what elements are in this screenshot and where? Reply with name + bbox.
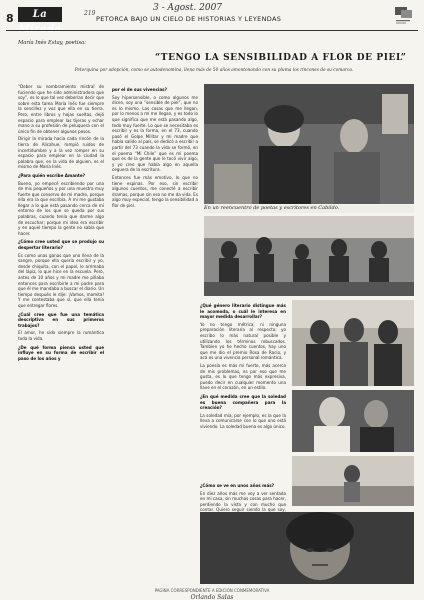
photo-child-outdoor [292, 456, 414, 506]
byline: María Inés Estay, poetisa: [18, 40, 86, 46]
text-column-2 [112, 84, 198, 210]
photo-author-closeup [200, 512, 414, 584]
paragraph: “Deber su nombramiento mistral de fuciendo que he sido administradora que soy”, es lo que tal vez deberían decir que sobre esta tarea María Inés fue siempre la sencillez y voz que ella en su tierra. Pero, entre libros y hojas sueltas, dejó espacio para emplear las tijeras y echar mano a su profesión de peluquera con el único fin de obtener algunos pesos. [18, 84, 104, 134]
interview-question: ¿Para quién escribe Amante? [18, 172, 86, 178]
article-title: “TENGO LA SENSIBILIDAD A FLOR DE PIEL” [155, 53, 407, 63]
paragraph: Es como unas ganas que uno lleva de la sangre, porque ella quería escribir y yo, desde chiquita, con el papel, le arrimaba del lápiz, lo que hice en la escuela. Pero, antes de 10 años y mi madre me pillaba entonces para escribirle a mi padre para que él me mandaba a buscar el diario. Un tiempo después le dije: ¡Vamos, mamita! Y me contestaba que sí, que ella tenía que entregar flores. [18, 252, 104, 308]
interview-question: ¿Qué género literario distingue más le acomoda, o cuál le interesa en mayor medida desarrollar? [200, 303, 286, 320]
handwritten-date: 3 - Agost. 2007 [153, 3, 223, 13]
paragraph: Bueno, yo empecé escribiendo por una de mis pequeños y por una muestra muy fuerte que conservo de mi madre, porque ella era la que escribía. A mí me gustaba llegar a lo que está pasando cerca de mi entorno de los que se queda por sus palabras, cuando tenía que darme algo de escuchar; porque mi idea era escribir y en aquel tiempo la gente no sabía que hacer. [18, 180, 104, 236]
page-footer [0, 588, 424, 600]
paragraph: La poesía es más mi fuerte, más acerca de mis problemas, es por eso que me gusta, es lo que tengo más expresiva, puedo decir en cualquier momento una llave en el corazón, en un estilo. [200, 362, 286, 391]
interview-question: ¿En qué medida cree que la soledad es buena compañera para la creación? [200, 393, 286, 411]
footer-signature: Orlando Salas [190, 594, 234, 600]
photo-poets-gathering [204, 216, 414, 296]
interview-question: por el de sus vivencias? [112, 87, 167, 92]
page-number: 8 [6, 12, 14, 25]
photo-three-women [292, 300, 414, 386]
paragraph: El amor, he sido siempre la romántica toda la vida. [18, 330, 104, 341]
interview-question: ¿Cómo cree usted que se produjo su despertar literario? [18, 239, 104, 251]
section-title: PETORCA BAJO UN CIELO DE HISTORIAS Y LEYENDAS [96, 15, 282, 23]
page-header [6, 3, 418, 28]
paragraph: Dirigir la mirada hacia cada rincón de la tierra de Alicahue, rompió ruidos de incertidumbre y a la vez romper en su espacio para emplear en la ciudad la palabra que, en la vida de alguien, es el mismo de María Inés. [18, 136, 104, 170]
interview-question: ¿Cómo se ve en unos años más? [200, 483, 275, 488]
interview-question: ¿De qué forma piensa usted que influye en su forma de escribir el paso de los años y [18, 344, 104, 361]
handwritten-number: 219 [84, 10, 96, 17]
crest-icon [392, 6, 414, 26]
paragraph: Entonces fue más emotivo, lo que no tiene espinas. Por eso, sin escribir algunos cuentos, me conecté a escribir dramas, porque sin eso no me da vida. Es algo muy especial, tengo la sensibilidad a flor de piel. [112, 174, 198, 208]
interview-question: ¿Cuál cree que fue una temática descriptiva en sus primeros trabajos? [18, 311, 104, 328]
paragraph: Soy hipersensible, o como algunos me dicen, soy una “sensible de piel”, que no es lo mismo. Las cosas que me llegan, por lo menos a mí me llegan, y es todo lo que significa que me está pasando algo, todo muy fuerte. Lo que se necesitaba es escribir y es la forma, en el 73, cuando pasó el Golpe Militar y mi madre que había salido al país, se dedicó a escribir a partir del 73 cuando la vida se formó, en el poema “Mi Chile” que es mi poema que es de la gente que le tocó vivir algo, y yo creo que había algo en aquella ceguera de la escritura. [112, 94, 198, 173]
paragraph: La soledad mía, por ejemplo, es la que la lleva a comunicarse con lo que uno está viviendo. La soledad buena es algo único. [200, 412, 286, 429]
photo-caption-2: En un reencuentro de poetas y escritores en Cabildo. [204, 205, 414, 213]
newspaper-logo: La [18, 7, 62, 22]
article-lede: Petorquina por adopción, como se autodenomina, llena más de 50 años amontonando con su pluma los rincones de su comarca. [74, 68, 354, 73]
paragraph: Yo no tengo métrica, ni ninguna preparación literaria al respecto; yo escribo lo más natural posible y utilizando los términos rebuscados. Tambien yo he hecho cuentos, hay uno que me dio el premio Rosa de Racio, y acá es una vivencia personal romántica. [200, 321, 286, 361]
footer-line: PAGINA CORRESPONDIENTE A EDICIÓN CONMEMORATIVA [154, 588, 270, 593]
photo-portrait-group [204, 84, 414, 204]
header-rule [6, 30, 418, 31]
text-column-1 [18, 84, 104, 363]
paragraph: En diez años más me voy a ver sentada en mi casa, sin muchas cosas para hacer, perdiendo la vista y con mucho que contar. Quiero seguir siendo la que soy, [200, 490, 286, 513]
text-column-3 [200, 300, 286, 431]
photo-elderly-couple [292, 390, 414, 452]
